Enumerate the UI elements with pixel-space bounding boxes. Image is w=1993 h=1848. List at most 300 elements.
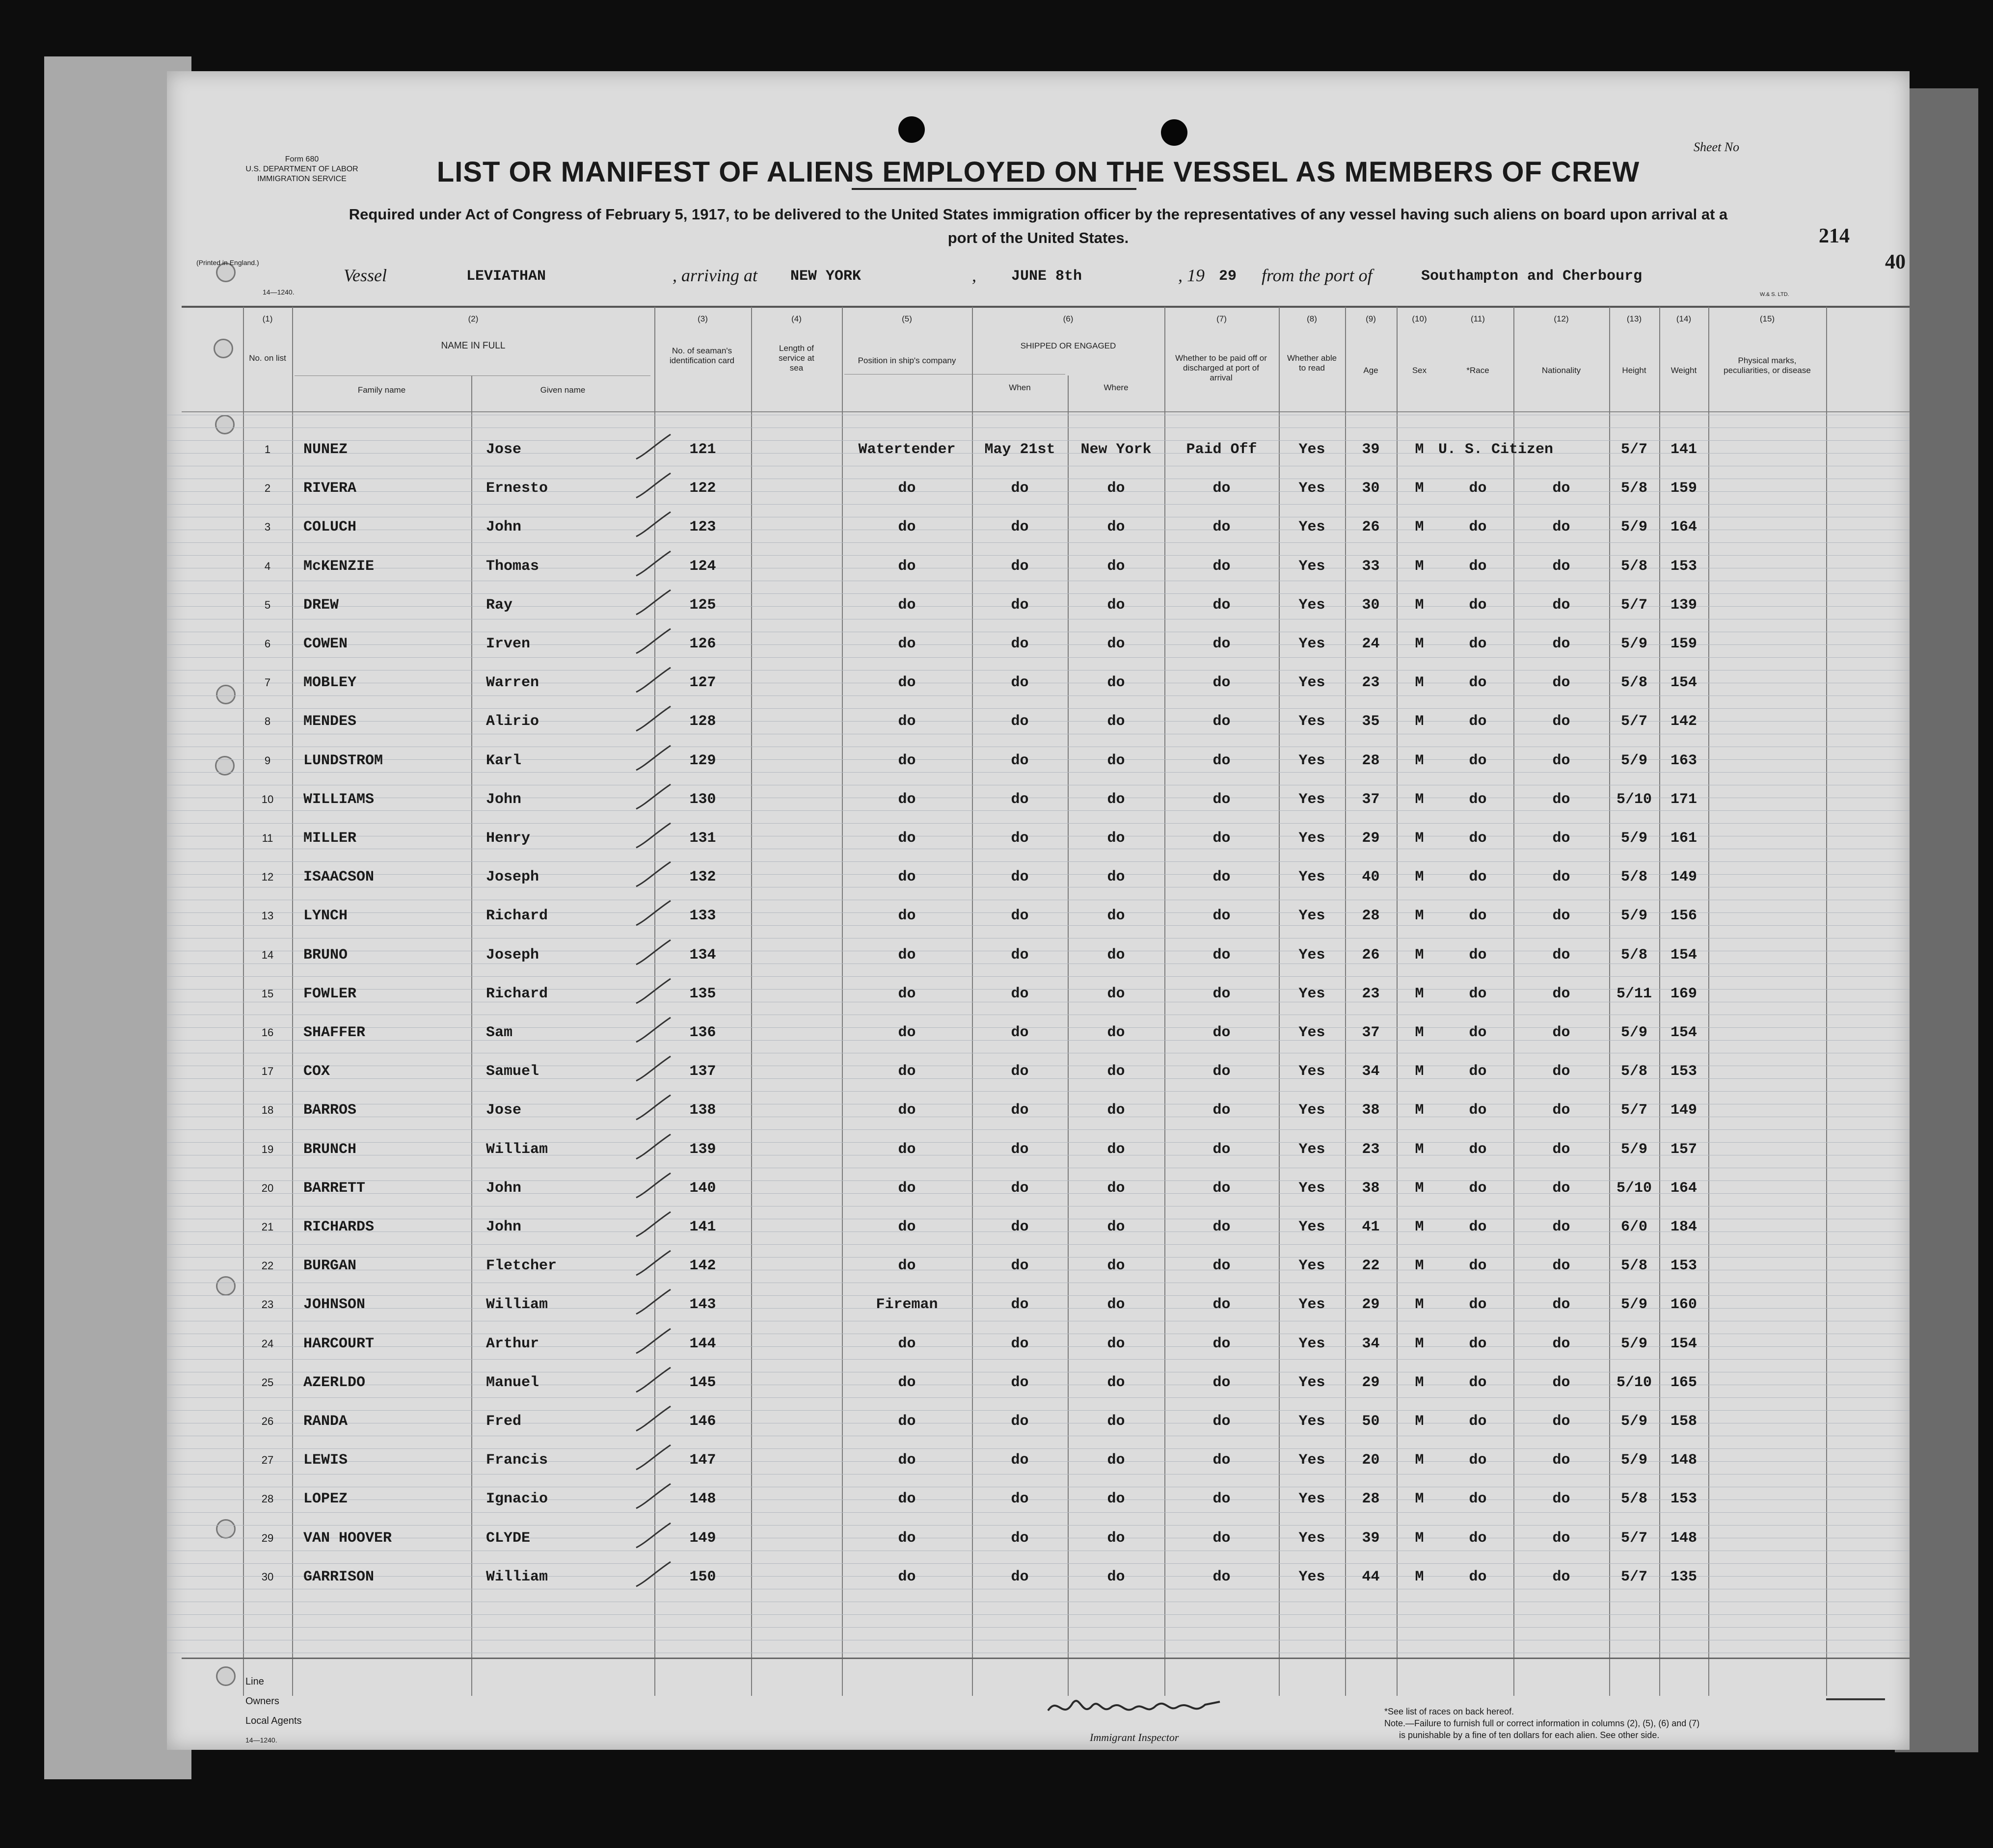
cell-read: Yes — [1298, 985, 1325, 1002]
cell-race: do — [1469, 1179, 1487, 1197]
cell-race: do — [1469, 830, 1487, 847]
cell-when: do — [1011, 1296, 1029, 1313]
cell-paid: do — [1212, 1568, 1231, 1585]
cell-age: 37 — [1362, 1024, 1380, 1041]
cell-height: 5/11 — [1616, 985, 1652, 1002]
cell-card: 132 — [689, 869, 716, 886]
table-row — [167, 1207, 1910, 1246]
cell-read: Yes — [1298, 558, 1325, 575]
cell-no: 17 — [261, 1065, 274, 1078]
cell-position: do — [898, 1024, 916, 1041]
cell-family: RICHARDS — [303, 1219, 375, 1235]
cell-family: LYNCH — [303, 908, 348, 925]
cell-where: do — [1107, 869, 1125, 886]
cell-when: do — [1011, 674, 1029, 692]
col-num-15: (15) — [1759, 314, 1775, 323]
footer-notes — [1384, 1706, 1699, 1741]
cell-card: 135 — [689, 985, 716, 1002]
cell-sex: M — [1415, 1452, 1424, 1469]
col-header-age: Age — [1363, 366, 1378, 375]
shipped-subheader-rule — [844, 374, 1065, 375]
cell-given: William — [486, 1296, 548, 1313]
cell-race: do — [1469, 1024, 1487, 1041]
cell-card: 146 — [689, 1413, 716, 1430]
footer-code: 14—1240. — [245, 1736, 277, 1744]
cell-paid: do — [1212, 519, 1231, 536]
cell-family: DREW — [303, 596, 339, 614]
cell-paid: do — [1212, 1374, 1231, 1391]
cell-given: Joseph — [486, 946, 539, 964]
cell-age: 29 — [1362, 1374, 1380, 1391]
cell-read: Yes — [1298, 674, 1325, 692]
col-header-read: Whether able to read — [1287, 353, 1337, 373]
cell-nationality: do — [1552, 674, 1570, 692]
cell-race: do — [1469, 1413, 1487, 1430]
table-row — [167, 1518, 1910, 1557]
cell-nationality: do — [1552, 1296, 1570, 1313]
cell-family: VAN HOOVER — [303, 1529, 392, 1547]
cell-when: do — [1011, 985, 1029, 1002]
cell-weight: 159 — [1670, 480, 1697, 497]
printed-in: (Printed in England.) — [196, 259, 259, 267]
signature-mark — [1043, 1691, 1298, 1725]
cell-card: 137 — [689, 1063, 716, 1080]
cell-nationality: do — [1552, 830, 1570, 847]
cell-race: do — [1469, 869, 1487, 886]
cell-given: Karl — [486, 752, 522, 769]
cell-where: do — [1107, 519, 1125, 536]
cell-where: do — [1107, 713, 1125, 730]
col-num-1: (1) — [262, 314, 273, 323]
cell-height: 5/9 — [1620, 1296, 1647, 1313]
cell-nationality: do — [1552, 1413, 1570, 1430]
cell-sex: M — [1415, 1024, 1424, 1041]
cell-card: 134 — [689, 946, 716, 964]
cell-card: 129 — [689, 752, 716, 769]
cell-no: 4 — [264, 560, 271, 572]
cell-weight: 161 — [1670, 830, 1697, 847]
cell-card: 140 — [689, 1179, 716, 1197]
col-num-3: (3) — [698, 314, 708, 323]
inspector-signature — [1043, 1691, 1298, 1725]
cell-family: MILLER — [303, 830, 357, 847]
col-header-service: Length of service at sea — [779, 344, 814, 373]
cell-given: Samuel — [486, 1063, 539, 1080]
cell-weight: 154 — [1670, 674, 1697, 692]
cell-read: Yes — [1298, 713, 1325, 730]
cell-position: Watertender — [858, 441, 956, 458]
cell-weight: 153 — [1670, 558, 1697, 575]
cell-where: do — [1107, 1374, 1125, 1391]
cell-race: do — [1469, 1491, 1487, 1508]
table-row — [167, 663, 1910, 701]
cell-no: 30 — [261, 1570, 274, 1583]
cell-sex: M — [1415, 596, 1424, 614]
table-row — [167, 896, 1910, 935]
cell-card: 123 — [689, 519, 716, 536]
cell-paid: do — [1212, 1452, 1231, 1469]
from-port[interactable]: Southampton and Cherbourg — [1421, 268, 1643, 285]
cell-given: John — [486, 1179, 522, 1197]
cell-read: Yes — [1298, 1258, 1325, 1275]
cell-where: do — [1107, 1179, 1125, 1197]
cell-age: 24 — [1362, 636, 1380, 652]
footer-owners: Owners — [245, 1696, 279, 1707]
cell-weight: 169 — [1670, 985, 1697, 1002]
cell-given: Ernesto — [486, 480, 548, 497]
cell-weight: 149 — [1670, 1102, 1697, 1119]
cell-card: 143 — [689, 1296, 716, 1313]
cell-position: do — [898, 1141, 916, 1158]
cell-paid: do — [1212, 752, 1231, 769]
cell-sex: M — [1415, 1335, 1424, 1352]
cell-card: 139 — [689, 1141, 716, 1158]
table-row — [167, 1440, 1910, 1479]
cell-nationality: do — [1552, 1063, 1570, 1080]
cell-family: LOPEZ — [303, 1491, 348, 1508]
cell-position: do — [898, 1491, 916, 1508]
cell-position: do — [898, 830, 916, 847]
edge-number: 40 — [1885, 251, 1906, 273]
cell-where: do — [1107, 752, 1125, 769]
cell-paid: do — [1212, 1258, 1231, 1275]
cell-weight: 157 — [1670, 1141, 1697, 1158]
cell-when: do — [1011, 946, 1029, 964]
subtitle-line-1: Required under Act of Congress of February 5, 1917, to be delivered to the United States immigration officer by the representatives of any vessel having such aliens on board upon arrival at a — [349, 206, 1728, 223]
cell-no: 9 — [264, 754, 271, 767]
table-row — [167, 1479, 1910, 1518]
cell-paid: do — [1212, 1179, 1231, 1197]
cell-position: do — [898, 869, 916, 886]
cell-race: do — [1469, 1374, 1487, 1391]
cell-height: 5/7 — [1620, 713, 1647, 730]
cell-read: Yes — [1298, 1141, 1325, 1158]
cell-position: do — [898, 1452, 916, 1469]
cell-race: do — [1469, 519, 1487, 536]
cell-given: Richard — [486, 985, 548, 1002]
cell-nationality: do — [1552, 1141, 1570, 1158]
cell-nationality: do — [1552, 1374, 1570, 1391]
cell-paid: do — [1212, 480, 1231, 497]
cell-sex: M — [1415, 985, 1424, 1002]
cell-age: 23 — [1362, 1141, 1380, 1158]
cell-age: 28 — [1362, 1491, 1380, 1508]
col-header-name: NAME IN FULL — [441, 341, 506, 351]
cell-family: HARCOURT — [303, 1335, 375, 1352]
printer-mark: W.& S. LTD. — [1760, 292, 1789, 297]
cell-no: 2 — [264, 482, 271, 495]
cell-given: Manuel — [486, 1374, 539, 1391]
cell-family: COX — [303, 1063, 330, 1080]
cell-nationality: do — [1552, 791, 1570, 808]
cell-age: 26 — [1362, 946, 1380, 964]
cell-family: LUNDSTROM — [303, 752, 383, 769]
cell-height: 5/10 — [1616, 1374, 1652, 1391]
col-header-shipped: SHIPPED OR ENGAGED — [1020, 341, 1116, 350]
binder-ring — [214, 339, 233, 358]
cell-card: 125 — [689, 596, 716, 614]
cell-race: do — [1469, 752, 1487, 769]
cell-sex: M — [1415, 636, 1424, 652]
cell-weight: 141 — [1670, 441, 1697, 458]
cell-paid: do — [1212, 1413, 1231, 1430]
cell-position: do — [898, 1529, 916, 1547]
cell-paid: do — [1212, 869, 1231, 886]
cell-age: 44 — [1362, 1568, 1380, 1585]
cell-position: do — [898, 985, 916, 1002]
cell-sex: M — [1415, 752, 1424, 769]
cell-nationality: do — [1552, 1452, 1570, 1469]
cell-position: do — [898, 1102, 916, 1119]
cell-age: 20 — [1362, 1452, 1380, 1469]
col-header-physical: Physical marks, peculiarities, or disease — [1724, 356, 1811, 375]
cell-position: do — [898, 519, 916, 536]
cell-where: do — [1107, 1219, 1125, 1235]
arriving-label: , arriving at — [673, 266, 758, 285]
cell-where: do — [1107, 558, 1125, 575]
vessel-name[interactable]: LEVIATHAN — [466, 268, 546, 285]
binder-ring — [216, 1666, 236, 1686]
cell-position: do — [898, 713, 916, 730]
cell-height: 5/7 — [1620, 596, 1647, 614]
cell-age: 39 — [1362, 441, 1380, 458]
cell-family: GARRISON — [303, 1568, 375, 1585]
cell-paid: do — [1212, 1102, 1231, 1119]
cell-family: MOBLEY — [303, 674, 357, 692]
cell-when: do — [1011, 1102, 1029, 1119]
subtitle — [167, 203, 1910, 250]
cell-height: 5/7 — [1620, 441, 1647, 458]
cell-age: 50 — [1362, 1413, 1380, 1430]
cell-height: 5/9 — [1620, 1413, 1647, 1430]
cell-given: Ignacio — [486, 1491, 548, 1508]
cell-age: 26 — [1362, 519, 1380, 536]
cell-read: Yes — [1298, 1296, 1325, 1313]
table-row — [167, 1363, 1910, 1401]
cell-nationality: do — [1552, 519, 1570, 536]
col-header-weight: Weight — [1670, 366, 1697, 375]
cell-position: do — [898, 1568, 916, 1585]
comma: , — [972, 266, 976, 285]
cell-where: do — [1107, 1335, 1125, 1352]
cell-card: 128 — [689, 713, 716, 730]
cell-position: do — [898, 1179, 916, 1197]
cell-height: 5/8 — [1620, 1063, 1647, 1080]
cell-no: 23 — [261, 1298, 274, 1311]
cell-no: 25 — [261, 1376, 274, 1389]
cell-given: Jose — [486, 441, 522, 458]
cell-weight: 163 — [1670, 752, 1697, 769]
cell-paid: do — [1212, 1024, 1231, 1041]
cell-read: Yes — [1298, 519, 1325, 536]
cell-sex: M — [1415, 1568, 1424, 1585]
cell-sex: M — [1415, 1141, 1424, 1158]
voyage-line — [167, 265, 1910, 295]
cell-given: Warren — [486, 674, 539, 692]
cell-family: SHAFFER — [303, 1024, 366, 1041]
cell-no: 27 — [261, 1454, 274, 1467]
cell-nationality: do — [1552, 1335, 1570, 1352]
cell-paid: do — [1212, 1491, 1231, 1508]
cell-weight: 164 — [1670, 1179, 1697, 1197]
cell-where: do — [1107, 830, 1125, 847]
cell-sex: M — [1415, 1258, 1424, 1275]
table-row — [167, 701, 1910, 740]
col-header-position: Position in ship's company — [858, 356, 956, 365]
name-subheader-rule — [295, 375, 650, 376]
col-num-6: (6) — [1063, 314, 1074, 323]
cell-weight: 154 — [1670, 1024, 1697, 1041]
cell-read: Yes — [1298, 1491, 1325, 1508]
cell-card: 127 — [689, 674, 716, 692]
table-row — [167, 1051, 1910, 1090]
cell-nationality: do — [1552, 1568, 1570, 1585]
cell-where: do — [1107, 1413, 1125, 1430]
cell-where: do — [1107, 1102, 1125, 1119]
cell-when: do — [1011, 480, 1029, 497]
cell-where: do — [1107, 908, 1125, 925]
cell-given: Richard — [486, 908, 548, 925]
cell-weight: 142 — [1670, 713, 1697, 730]
service: IMMIGRATION SERVICE — [257, 175, 347, 183]
cell-height: 5/9 — [1620, 1024, 1647, 1041]
cell-sex: M — [1415, 674, 1424, 692]
cell-nationality: do — [1552, 1024, 1570, 1041]
cell-when: do — [1011, 791, 1029, 808]
cell-where: do — [1107, 985, 1125, 1002]
print-code: 14—1240. — [263, 288, 295, 296]
cell-card: 138 — [689, 1102, 716, 1119]
cell-age: 30 — [1362, 596, 1380, 614]
cell-nationality: do — [1552, 985, 1570, 1002]
cell-paid: do — [1212, 1296, 1231, 1313]
title-underline — [852, 188, 1136, 190]
cell-paid: do — [1212, 1335, 1231, 1352]
cell-paid: do — [1212, 791, 1231, 808]
year-prefix: , 19 — [1178, 266, 1205, 285]
cell-given: William — [486, 1141, 548, 1158]
cell-height: 5/8 — [1620, 1258, 1647, 1275]
cell-read: Yes — [1298, 791, 1325, 808]
cell-when: do — [1011, 1529, 1029, 1547]
cell-family: RANDA — [303, 1413, 348, 1430]
cell-race: do — [1469, 596, 1487, 614]
cell-no: 13 — [261, 910, 274, 922]
cell-family: WILLIAMS — [303, 791, 375, 808]
cell-paid: do — [1212, 985, 1231, 1002]
cell-position: do — [898, 1258, 916, 1275]
cell-card: 136 — [689, 1024, 716, 1041]
cell-sex: M — [1415, 1296, 1424, 1313]
cell-position: do — [898, 1063, 916, 1080]
cell-age: 29 — [1362, 830, 1380, 847]
cell-family: BURGAN — [303, 1258, 357, 1275]
cell-given: William — [486, 1568, 548, 1585]
cell-when: do — [1011, 1374, 1029, 1391]
cell-weight: 148 — [1670, 1529, 1697, 1547]
table-row — [167, 1285, 1910, 1323]
col-header-given: Given name — [540, 385, 586, 395]
cell-family: BRUNCH — [303, 1141, 357, 1158]
cell-when: do — [1011, 869, 1029, 886]
cell-age: 37 — [1362, 791, 1380, 808]
cell-no: 11 — [262, 832, 273, 844]
cell-no: 1 — [264, 443, 271, 455]
cell-family: MENDES — [303, 713, 357, 730]
cell-family: AZERLDO — [303, 1374, 366, 1391]
arrival-date[interactable]: JUNE 8th — [1011, 268, 1082, 285]
cell-sex: M — [1415, 519, 1424, 536]
footer-line: Line — [245, 1676, 264, 1687]
cell-read: Yes — [1298, 596, 1325, 614]
cell-position: do — [898, 1413, 916, 1430]
cell-when: do — [1011, 1258, 1029, 1275]
arriving-port[interactable]: NEW YORK — [790, 268, 862, 285]
cell-height: 5/8 — [1620, 558, 1647, 575]
cell-when: do — [1011, 752, 1029, 769]
cell-position: do — [898, 791, 916, 808]
cell-given: John — [486, 1219, 522, 1235]
page-number: 214 — [1819, 225, 1850, 247]
cell-nationality: do — [1552, 1179, 1570, 1197]
cell-weight: 149 — [1670, 869, 1697, 886]
table-row — [167, 1129, 1910, 1168]
cell-when: do — [1011, 1568, 1029, 1585]
cell-age: 38 — [1362, 1179, 1380, 1197]
col-num-2: (2) — [468, 314, 479, 323]
table-row — [167, 974, 1910, 1013]
table-row — [167, 624, 1910, 663]
cell-paid: do — [1212, 1141, 1231, 1158]
cell-no: 19 — [261, 1143, 274, 1155]
cell-given: Henry — [486, 830, 531, 847]
cell-weight: 165 — [1670, 1374, 1697, 1391]
col-header-card: No. of seaman's identification card — [669, 346, 735, 365]
cell-family: BARRETT — [303, 1179, 366, 1197]
arrival-year[interactable]: 29 — [1219, 268, 1237, 285]
cell-when: do — [1011, 1024, 1029, 1041]
cell-where: do — [1107, 791, 1125, 808]
cell-where: do — [1107, 1491, 1125, 1508]
cell-read: Yes — [1298, 1102, 1325, 1119]
cell-sex: M — [1415, 1219, 1424, 1235]
cell-race: do — [1469, 908, 1487, 925]
cell-where: do — [1107, 1141, 1125, 1158]
cell-weight: 135 — [1670, 1568, 1697, 1585]
cell-weight: 158 — [1670, 1413, 1697, 1430]
cell-height: 5/7 — [1620, 1568, 1647, 1585]
inspector-label: Immigrant Inspector — [1090, 1731, 1179, 1743]
cell-sex: M — [1415, 713, 1424, 730]
cell-age: 34 — [1362, 1063, 1380, 1080]
cell-card: 144 — [689, 1335, 716, 1352]
col-header-race: *Race — [1466, 366, 1489, 375]
cell-card: 124 — [689, 558, 716, 575]
cell-no: 7 — [264, 676, 271, 689]
cell-sex: M — [1415, 1374, 1424, 1391]
cell-sex: M — [1415, 946, 1424, 964]
cell-read: Yes — [1298, 1335, 1325, 1352]
cell-sex: M — [1415, 1179, 1424, 1197]
cell-read: Yes — [1298, 1063, 1325, 1080]
cell-weight: 148 — [1670, 1452, 1697, 1469]
cell-no: 12 — [261, 871, 274, 884]
cell-paid: do — [1212, 1529, 1231, 1547]
cell-weight: 153 — [1670, 1258, 1697, 1275]
cell-no: 29 — [261, 1531, 274, 1544]
cell-read: Yes — [1298, 908, 1325, 925]
cell-when: May 21st — [984, 441, 1055, 458]
